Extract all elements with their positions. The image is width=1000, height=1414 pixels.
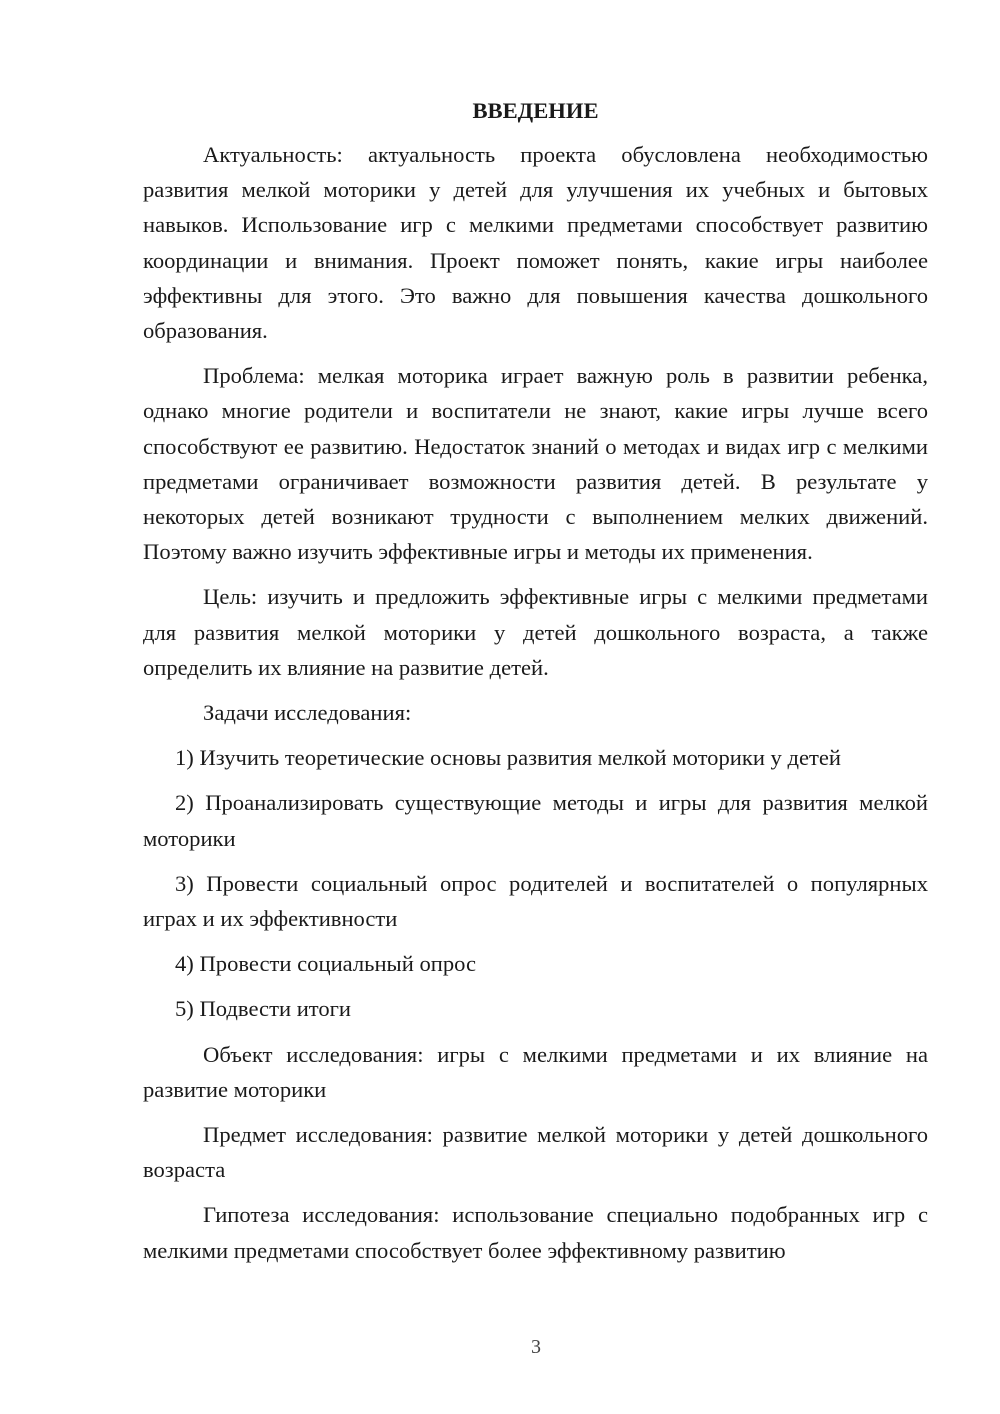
task-item: 5) Подвести итоги [175,996,352,1022]
page-number: 3 [531,1336,541,1358]
task-item: 2) Проанализировать существующие методы и игры для развития мелкой моторики [143,790,928,851]
paragraph-object: Объект исследования: игры с мелкими предметами и их влияние на развитие моторики [143,1041,928,1102]
paragraph-subject: Предмет исследования: развитие мелкой моторики у детей дошкольного возраста [143,1122,928,1183]
paragraph-problem: Проблема: мелкая моторика играет важную роль в развитии ребенка, однако многие родители и воспитатели не знают, какие игры лучше всего способствуют ее развитию. Недостаток знаний о методах и видах игр с мелкими предметами ограничивает возможности развития детей. В результате у некоторых детей возникают трудности с выполнением мелких движений. Поэтому важно изучить эффективные игры и методы их применения. [143,363,928,565]
paragraph-relevance: Актуальность: актуальность проекта обусловлена необходимостью развития мелкой моторики у детей для улучшения их учебных и бытовых навыков. Использование игр с мелкими предметами способствует развитию координации и внимания. Проект поможет понять, какие игры наиболее эффективны для этого. Это важно для повышения качества дошкольного образования. [143,142,928,344]
document-page [143,95,928,1278]
task-item: 1) Изучить теоретические основы развития мелкой моторики у детей [175,745,842,771]
paragraph-hypothesis: Гипотеза исследования: использование специально подобранных игр с мелкими предметами способствует более эффективному развитию [143,1202,928,1263]
paragraph-goal: Цель: изучить и предложить эффективные игры с мелкими предметами для развития мелкой моторики у детей дошкольного возраста, а также определить их влияние на развитие детей. [143,584,928,680]
tasks-title: Задачи исследования: [203,700,412,726]
task-item: 3) Провести социальный опрос родителей и воспитателей о популярных играх и их эффективности [143,870,928,932]
task-item: 4) Провести социальный опрос [175,951,477,977]
page-title: ВВЕДЕНИЕ [472,98,599,123]
